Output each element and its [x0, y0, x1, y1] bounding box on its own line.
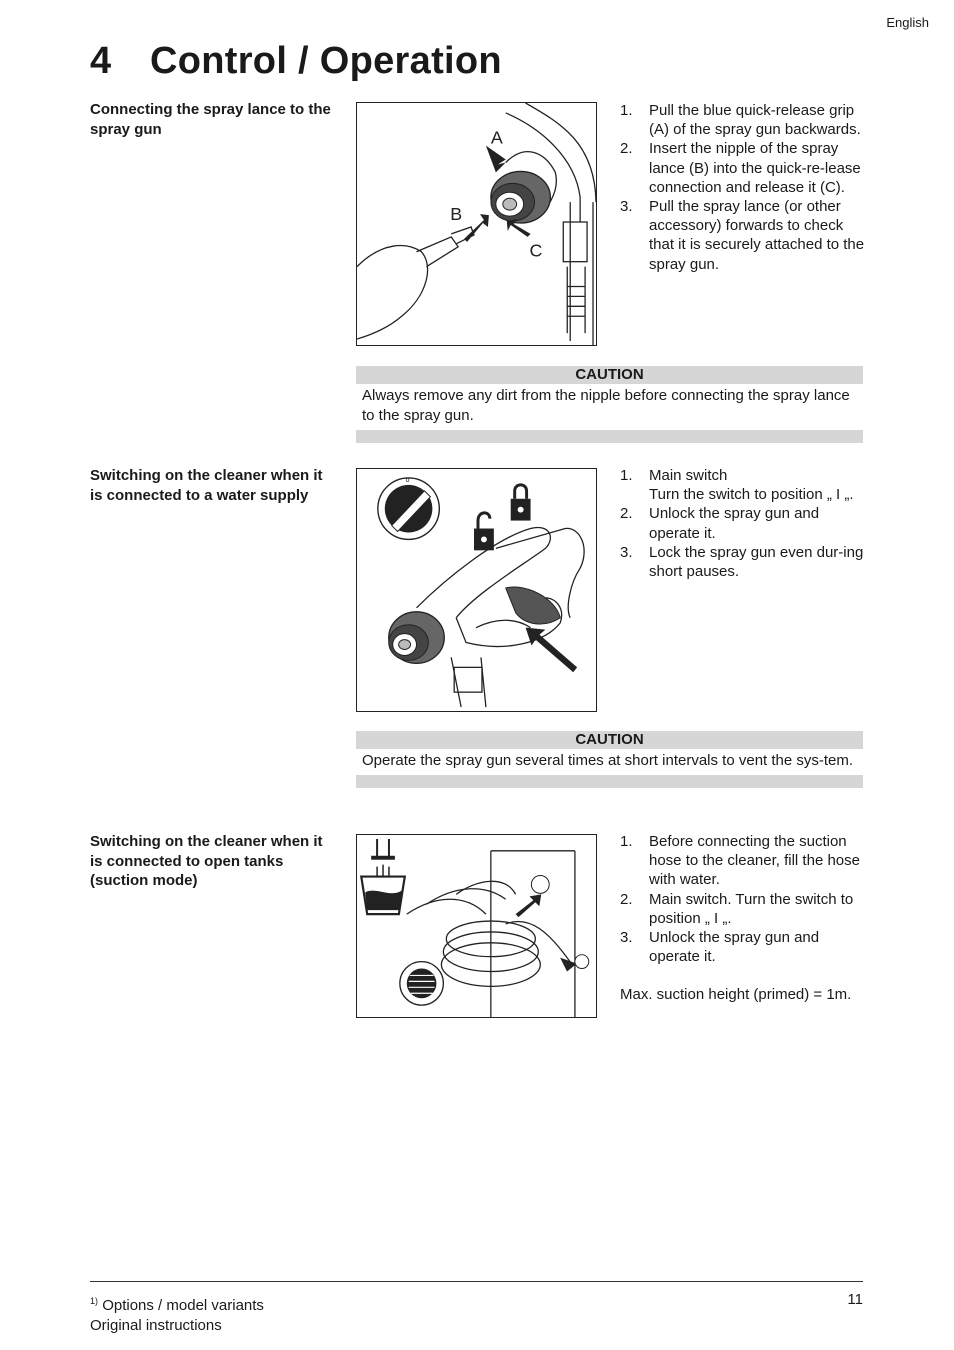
section-title-suction-mode: Switching on the cleaner when it is connected to open tanks (suction mode): [90, 833, 323, 889]
caution-box-dirt: [356, 366, 863, 443]
spray-gun-coupling: [389, 612, 445, 664]
steps-connecting-lance: [620, 101, 865, 274]
footnote-mark: 1): [90, 1296, 99, 1306]
document-type: Original instructions: [90, 1317, 222, 1334]
step-item: 1. Pull the blue quick-release grip (A) of the spray gun backwards.: [620, 102, 861, 139]
step-item: 2. Main switch. Turn the switch to position „ I „.: [620, 890, 854, 927]
caution-text: Always remove any dirt from the nipple before connecting the spray lance to the spray gun.: [362, 387, 850, 424]
step-item: 2. Unlock the spray gun and operate it.: [620, 505, 820, 542]
step-item: 1. Before connecting the suction hose to the cleaner, fill the hose with water.: [620, 833, 860, 889]
suction-hose-illustration: [357, 835, 596, 1017]
figure-spray-lance-connection: [356, 102, 597, 346]
chapter-heading: [90, 40, 502, 83]
language-label: English: [886, 15, 929, 30]
arrow-a-icon: [486, 146, 506, 173]
chapter-number: 4: [90, 40, 112, 82]
lock-closed-icon: [511, 485, 531, 521]
spray-gun-illustration: [357, 469, 596, 711]
caution-label: CAUTION: [356, 731, 863, 749]
spray-lance-illustration: [357, 103, 596, 345]
section-title-water-supply: Switching on the cleaner when it is connected to a water supply: [90, 467, 323, 504]
figure-spray-gun-unlock: [356, 468, 597, 712]
step-item: 1. Main switch Turn the switch to position „ I „.: [620, 467, 854, 504]
steps-water-supply: [620, 466, 865, 581]
lock-open-icon: [474, 513, 494, 550]
chapter-title: Control / Operation: [150, 40, 502, 82]
step-item: 3. Unlock the spray gun and operate it.: [620, 929, 820, 966]
connection-arrow-icon: [516, 894, 542, 917]
water-tank-icon: [361, 839, 405, 914]
main-switch-icon: [378, 477, 439, 540]
footnote-text: Options / model variants: [102, 1297, 264, 1314]
step-item: 3. Lock the spray gun even dur-ing short pauses.: [620, 543, 864, 581]
figure-label-b: B: [450, 204, 463, 225]
suction-height-note: Max. suction height (primed) = 1m.: [620, 986, 852, 1004]
steps-suction-mode: [620, 832, 865, 1005]
caution-text: Operate the spray gun several times at short intervals to vent the sys-tem.: [362, 752, 854, 769]
svg-text:o: o: [405, 476, 410, 484]
quick-release-coupling: [491, 171, 551, 223]
footer-divider: [90, 1281, 863, 1282]
suction-filter-icon: [400, 962, 444, 1006]
footer-notes: [90, 1291, 264, 1336]
caution-divider: [356, 775, 863, 788]
figure-suction-mode: [356, 834, 597, 1018]
caution-divider: [356, 430, 863, 443]
step-item: 3. Pull the spray lance (or other accessory) forwards to check that it is securely attached to the spray gun.: [620, 198, 865, 273]
figure-label-a: A: [490, 127, 503, 148]
caution-box-vent: [356, 731, 863, 788]
caution-label: CAUTION: [356, 366, 863, 384]
page-number: 11: [847, 1291, 863, 1308]
section-title-connecting-lance: Connecting the spray lance to the spray gun: [90, 101, 331, 138]
trigger-arrow-icon: [526, 628, 578, 673]
footnote: [90, 1291, 264, 1316]
figure-label-c: C: [529, 240, 543, 261]
step-item: 2. Insert the nipple of the spray lance (B) into the quick-re-lease connection and release it (C).: [620, 140, 861, 196]
